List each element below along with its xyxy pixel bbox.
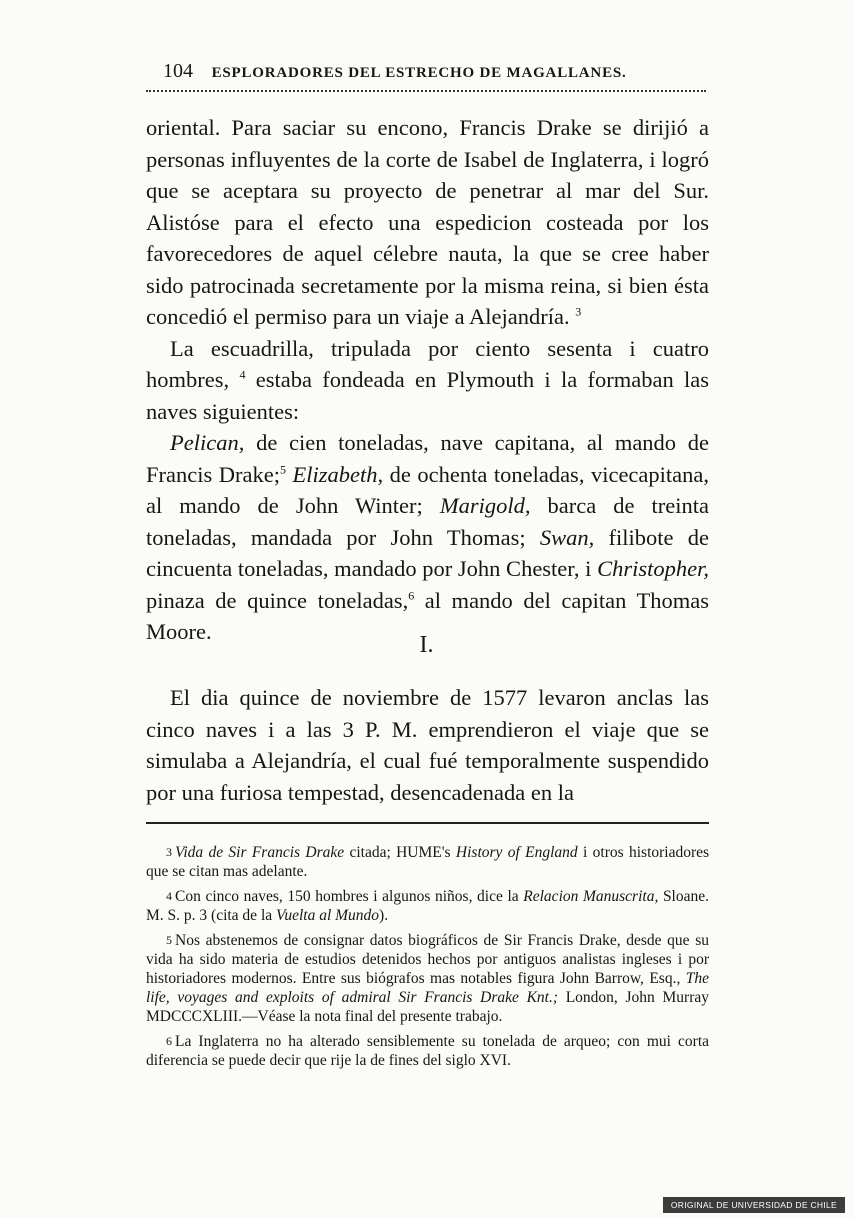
footnote-ref-5: 5 [279, 462, 286, 476]
main-text-continued [146, 682, 709, 808]
ship-name: Swan, [539, 524, 595, 550]
paragraph-2: La escuadrilla, tripulada por ciento sesenta i cuatro hombres, $^4$ estaba fondeada en Plymouth i la formaban las naves siguientes: [146, 335, 710, 424]
footnote-ref-4: 4 [239, 367, 246, 382]
header-rule [146, 90, 706, 92]
footnote-3: $^3$ Vida de Sir Francis Drake citada; HUME's History of England i otros historiadores que se citan mas adelante. [146, 844, 710, 880]
ship-name: Pelican, [170, 430, 245, 455]
main-text [146, 112, 709, 648]
footnote-rule [146, 822, 709, 824]
footnote-6: $^6$ La Inglaterra no ha alterado sensiblemente su tonelada de arqueo; con mui corta diferencia se puede decir que rije la de fines del siglo XVI. [146, 1033, 709, 1069]
running-title: ESPLORADORES DEL ESTRECHO DE MAGALLANES. [211, 65, 627, 81]
page-number: 104 [163, 60, 193, 82]
ship-name: Elizabeth, [292, 461, 384, 487]
footnotes [146, 843, 709, 1076]
paragraph-1: oriental. Para saciar su encono, Francis Drake se dirijió a personas influyentes de la corte de Isabel de Inglaterra, i logró que se aceptara su proyecto de penetrar al mar del Sur. Alistóse para el efecto una espedicion costeada por los favorecedores de aquel célebre nauta, la que se cree haber sido patrocinada secretamente por la misma reina, si bien ésta concedió el permiso para un viaje a Alejandría. $^3$ [146, 115, 709, 329]
footnote-ref-6: 6 [408, 588, 415, 602]
paragraph-3: Pelican, de cien toneladas, nave capitana, al mando de Francis Drake;$^5$ Elizabeth, de ochenta toneladas, vicecapitana, al mando de John Winter; Marigold, barca de treinta toneladas, mandada por John Thomas; Swan, filibote de cincuenta toneladas, mandado por John Chester, i Christopher, pinaza de quince toneladas,$^6$ al mando del capitan Thomas Moore. [146, 430, 710, 644]
paragraph-4: El dia quince de noviembre de 1577 levaron anclas las cinco naves i a las 3 P. M. emprendieron el viaje que se simulaba a Alejandría, el cual fué temporalmente suspendido por una furiosa tempestad, desencadenada en la [146, 685, 709, 805]
running-header [163, 60, 703, 83]
ship-name: Marigold, [439, 493, 531, 518]
ship-name: Christopher, [597, 556, 709, 581]
footnote-5: $^5$ Nos abstenemos de consignar datos biográficos de Sir Francis Drake, desde que su vida ha sido materia de estudios detenidos hechos por antiguos analistas ingleses i por historiadores modernos. Entre sus biógrafos mas notables figura John Barrow, Esq., The life, voyages and exploits of admiral Sir Francis Drake Knt.; London, John Murray MDCCCXLIII.—Véase la nota final del presente trabajo. [146, 932, 710, 1025]
archive-watermark: ORIGINAL DE UNIVERSIDAD DE CHILE [663, 1197, 845, 1213]
section-heading: I. [419, 632, 434, 658]
footnote-4: $^4$ Con cinco naves, 150 hombres i algunos niños, dice la Relacion Manuscrita, Sloane. M. S. p. 3 (cita de la Vuelta al Mundo). [146, 888, 709, 924]
footnote-ref-3: 3 [575, 304, 582, 319]
